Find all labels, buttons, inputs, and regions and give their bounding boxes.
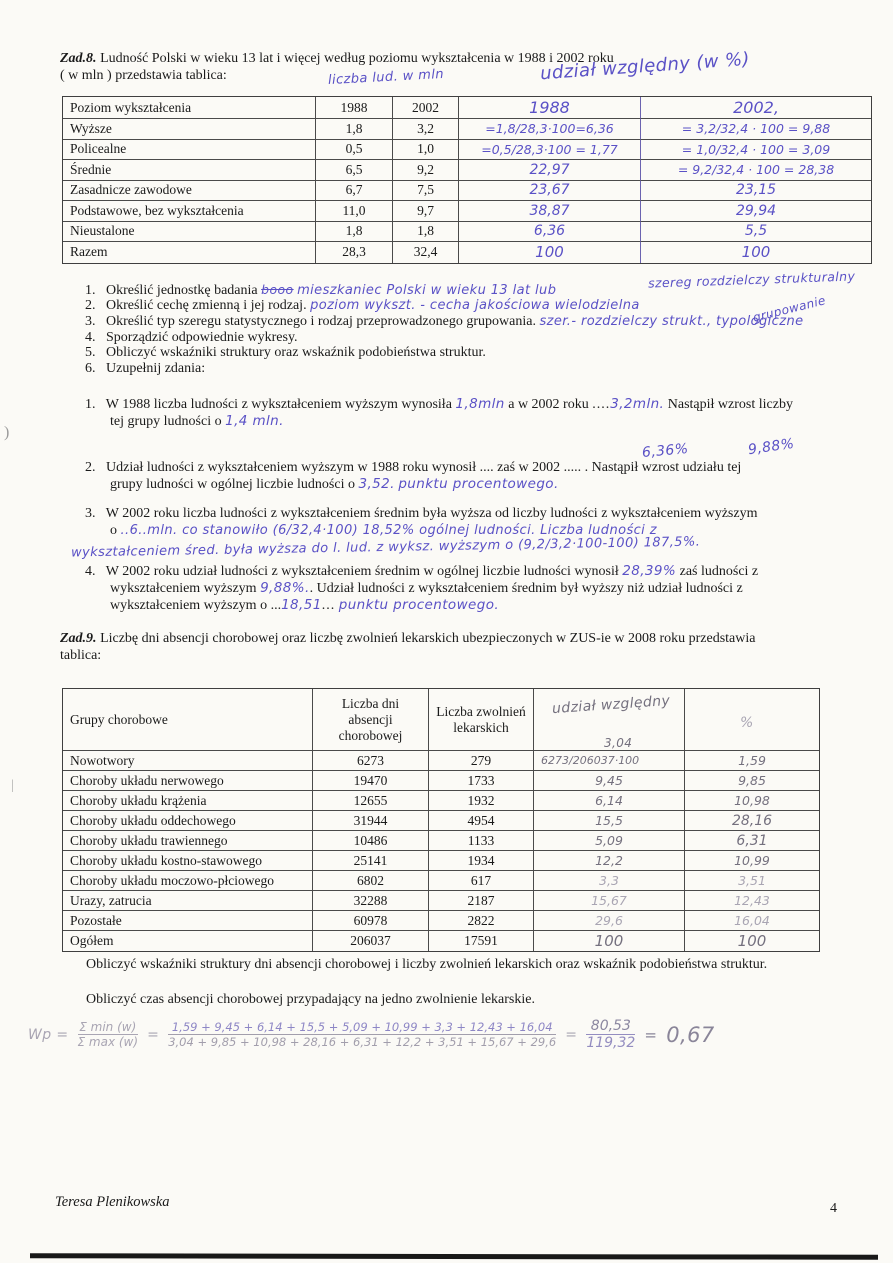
hw-crossed-word: booo xyxy=(261,282,294,297)
t1-cell: 1,8 xyxy=(393,222,459,243)
t2-row-label: Choroby układu oddechowego xyxy=(63,811,313,831)
formula-symbolic-fraction xyxy=(78,1020,139,1049)
task-num: 2. xyxy=(85,298,96,313)
formula-equals: = xyxy=(565,1026,578,1043)
sentence-text: zaś ludności z xyxy=(679,564,759,579)
t2-cell: 1932 xyxy=(429,791,534,811)
sentence-text: Nastąpił wzrost liczby xyxy=(667,397,793,412)
t2-cell: 31944 xyxy=(313,811,429,831)
hw-304-note: 3,04 xyxy=(604,736,633,750)
t1-hw-cell: 38,87 xyxy=(459,201,641,222)
t2-cell: 1733 xyxy=(429,771,534,791)
scan-artifact: ) xyxy=(4,424,10,441)
sentence-2 xyxy=(85,459,880,493)
hw-answer: 1,8mln xyxy=(455,396,505,412)
hw-answer: 9,88%. xyxy=(260,580,310,596)
t1-hw-cell: 100 xyxy=(741,243,771,262)
t1-cell: 6,5 xyxy=(316,160,393,181)
sentence-num: 4. xyxy=(85,564,96,579)
page-number: 4 xyxy=(830,1201,837,1216)
hw-similarity-formula xyxy=(28,1018,715,1051)
formula-lhs: Wp = xyxy=(28,1026,69,1043)
sentence-text: Udział ludności z wykształceniem wyższym w 1988 roku wynosił .... zaś w 2002 ..... . Nastąpił wzrost udziału tej xyxy=(106,460,742,475)
blank-dots: .... xyxy=(592,397,611,412)
t2-row-label: Nowotwory xyxy=(63,751,313,771)
formula-result-fraction xyxy=(586,1018,635,1051)
blank-dots: ... xyxy=(321,598,336,613)
t2-row-label: Choroby układu nerwowego xyxy=(63,771,313,791)
t1-row-label: Wyższe xyxy=(63,119,316,140)
sentence-text: tej grupy ludności o xyxy=(110,414,222,429)
task-text: Uzupełnij zdania: xyxy=(106,361,206,376)
t1-cell: 11,0 xyxy=(316,201,393,222)
task-num: 3. xyxy=(85,314,96,329)
t1-cell: 6,7 xyxy=(316,181,393,202)
t1-hw-cell: 23,67 xyxy=(459,181,641,202)
task-text: Określić typ szeregu statystycznego i rodzaj przeprowadzonego grupowania. xyxy=(106,314,536,329)
formula-result: 0,67 xyxy=(666,1022,715,1047)
t2-header-zwolnienia: Liczba zwolnień lekarskich xyxy=(429,689,534,751)
t2-row-label: Choroby układu kostno-stawowego xyxy=(63,851,313,871)
t1-cell: 3,2 xyxy=(393,119,459,140)
hw-answer: punktu procentowego. xyxy=(338,597,500,613)
t2-cell: 17591 xyxy=(429,931,534,951)
t2-hw-cell: 1,59 xyxy=(685,751,819,771)
t1-row-label: Zasadnicze zawodowe xyxy=(63,181,316,202)
t2-hw-cell: 100 xyxy=(737,932,767,950)
t1-hw-cell: 22,97 xyxy=(459,160,641,181)
t2-hw-cell: 6,31 xyxy=(685,831,819,851)
t2-row-label: Choroby układu trawiennego xyxy=(63,831,313,851)
t2-cell: 206037 xyxy=(313,931,429,951)
formula-result-num: 80,53 xyxy=(590,1018,631,1034)
t2-cell: 1934 xyxy=(429,851,534,871)
formula-numerator: 1,59 + 9,45 + 6,14 + 15,5 + 5,09 + 10,99 + 3,3 + 12,43 + 16,04 xyxy=(171,1020,553,1034)
hw-margin-note: szereg rozdzielczy strukturalny xyxy=(647,268,856,291)
zad9-label: Zad.9. xyxy=(60,631,97,646)
t1-row-label: Razem xyxy=(63,242,316,263)
t1-hw-cell: =1,8/28,3·100=6,36 xyxy=(459,119,641,140)
t2-header-dni: Liczba dni absencji chorobowej xyxy=(313,689,429,751)
t2-cell: 2187 xyxy=(429,891,534,911)
sentence-text: W 2002 roku liczba ludności z wykształceniem średnim była wyższa od liczby ludności z wykształceniem wyższym xyxy=(105,506,758,521)
t2-hw-cell: 3,3 xyxy=(534,871,685,891)
hw-above-blank: 9,88% xyxy=(747,435,796,459)
t1-hw-cell: 6,36 xyxy=(459,222,641,243)
sentence-num: 1. xyxy=(85,397,96,412)
t2-cell: 279 xyxy=(429,751,534,771)
t2-header-label: Grupy chorobowe xyxy=(63,689,313,751)
sentence-text: a w 2002 roku xyxy=(508,397,589,412)
t2-cell: 19470 xyxy=(313,771,429,791)
t2-cell: 10486 xyxy=(313,831,429,851)
t2-hw-cell: 9,45 xyxy=(534,771,685,791)
t1-cell: 0,5 xyxy=(316,140,393,161)
sentence-num: 2. xyxy=(85,460,96,475)
task-item xyxy=(85,344,486,361)
formula-values-fraction xyxy=(168,1020,556,1049)
hw-answer: szer.- rozdzielczy strukt., typologiczne xyxy=(539,314,804,329)
hw-answer: mieszkaniec Polski w wieku 13 lat lub xyxy=(297,283,557,298)
task-text: Obliczyć wskaźniki struktury oraz wskaźnik podobieństwa struktur. xyxy=(106,345,486,360)
hw-udzial-wzgledny: udział względny xyxy=(551,692,671,718)
t1-hw-header-1988: 1988 xyxy=(459,97,641,119)
formula-equals: = xyxy=(644,1025,658,1044)
t2-hw-cell: 6,14 xyxy=(534,791,685,811)
task-text: Określić cechę zmienną i jej rodzaj. xyxy=(106,298,307,313)
formula-result-den: 119,32 xyxy=(586,1035,636,1051)
hw-note-udzial-wzgledny: udział względny (w %) xyxy=(539,48,751,85)
t2-hw-cell: 28,16 xyxy=(685,811,819,831)
task-text: Sporządzić odpowiednie wykresy. xyxy=(106,330,298,345)
hw-note-liczba-lud: liczba lud. w mln xyxy=(327,66,445,89)
t2-cell: 617 xyxy=(429,871,534,891)
zad9-title-text: Liczbę dni absencji chorobowej oraz liczbę zwolnień lekarskich ubezpieczonych w ZUS-ie w 2008 roku przedstawia xyxy=(100,631,756,646)
t1-hw-cell: 23,15 xyxy=(641,181,871,202)
zad9-paragraph-2: Obliczyć czas absencji chorobowej przypadający na jedno zwolnienie lekarskie. xyxy=(86,992,535,1007)
t2-hw-cell: 15,5 xyxy=(534,811,685,831)
scan-bottom-edge xyxy=(30,1253,878,1259)
t1-header-label: Poziom wykształcenia xyxy=(63,97,316,119)
t1-cell: 32,4 xyxy=(393,242,459,263)
t2-row-label: Choroby układu krążenia xyxy=(63,791,313,811)
t1-hw-cell: 5,5 xyxy=(641,222,871,243)
author-name: Teresa Plenikowska xyxy=(55,1194,170,1210)
t2-cell: 32288 xyxy=(313,891,429,911)
hw-answer: 1,4 mln. xyxy=(225,413,284,429)
t1-row-label: Policealne xyxy=(63,140,316,161)
t2-cell: 6802 xyxy=(313,871,429,891)
sentence-4 xyxy=(85,563,890,614)
t1-header-2002: 2002 xyxy=(393,97,459,119)
sentence-1 xyxy=(85,396,880,430)
t2-hw-cell: 10,98 xyxy=(685,791,819,811)
task-num: 1. xyxy=(85,283,96,298)
zad9-table xyxy=(62,688,820,952)
task-item xyxy=(85,360,205,377)
zad9-title-line1 xyxy=(60,630,875,647)
zad8-title-line2: ( w mln ) przedstawia tablica: xyxy=(60,68,227,83)
t1-cell: 9,2 xyxy=(393,160,459,181)
t2-hw-cell: 9,85 xyxy=(685,771,819,791)
sentence-text: o xyxy=(110,523,117,538)
hw-answer: 3,52. xyxy=(358,476,395,492)
t2-hw-cell: 3,51 xyxy=(685,871,819,891)
t1-header-1988: 1988 xyxy=(316,97,393,119)
hw-answer: punktu procentowego. xyxy=(398,476,559,492)
t2-row-label: Pozostałe xyxy=(63,911,313,931)
sentence-text: wykształceniem wyższym xyxy=(110,581,257,596)
zad8-label: Zad.8. xyxy=(60,51,97,66)
zad8-table xyxy=(62,96,872,264)
hw-answer: 3,2mln. xyxy=(610,396,665,412)
hw-answer: poziom wykszt. - cecha jakościowa wielodzielna xyxy=(310,298,640,313)
t1-cell: 28,3 xyxy=(316,242,393,263)
t1-row-label: Nieustalone xyxy=(63,222,316,243)
t2-hw-header-area xyxy=(534,689,685,751)
t2-hw-cell: 15,67 xyxy=(534,891,685,911)
formula-sym-den: Σ max (w) xyxy=(77,1035,139,1049)
formula-equals: = xyxy=(147,1026,160,1043)
zad9-title-line2: tablica: xyxy=(60,648,102,663)
zad8-title-line1 xyxy=(60,50,875,67)
hw-answer: ..6..mln. co stanowiło (6/32,4·100) 18,52% ogólnej ludności. Liczba ludności z xyxy=(120,523,657,538)
hw-grupowanie-note: grupowanie xyxy=(751,293,828,325)
task-num: 5. xyxy=(85,345,96,360)
t1-hw-header-2002: 2002, xyxy=(641,97,871,119)
t1-hw-cell: = 9,2/32,4 · 100 = 28,38 xyxy=(641,160,871,181)
t2-row-label: Choroby układu moczowo-płciowego xyxy=(63,871,313,891)
zad9-paragraph-1: Obliczyć wskaźniki struktury dni absencji chorobowej i liczby zwolnień lekarskich oraz wskaźnik podobieństwa struktur. xyxy=(86,957,768,972)
formula-denominator: 3,04 + 9,85 + 10,98 + 28,16 + 6,31 + 12,2 + 3,51 + 15,67 + 29,6 xyxy=(168,1035,557,1049)
task-item xyxy=(85,297,640,314)
t1-hw-cell: = 1,0/32,4 · 100 = 3,09 xyxy=(641,140,871,161)
sentence-text: W 2002 roku udział ludności z wykształceniem średnim w ogólnej liczbie ludności wynosił xyxy=(105,564,619,579)
t1-cell: 1,8 xyxy=(316,119,393,140)
t2-cell: 6273 xyxy=(313,751,429,771)
t1-hw-cell: 29,94 xyxy=(641,201,871,222)
sentence-text: W 1988 liczba ludności z wykształceniem wyższym wynosiła xyxy=(105,397,452,412)
task-num: 4. xyxy=(85,330,96,345)
t1-row-label: Średnie xyxy=(63,160,316,181)
task-num: 6. xyxy=(85,361,96,376)
t1-hw-cell: = 3,2/32,4 · 100 = 9,88 xyxy=(641,119,871,140)
t2-row-label: Urazy, zatrucia xyxy=(63,891,313,911)
t2-hw-cell: 12,43 xyxy=(685,891,819,911)
t2-row-label: Ogółem xyxy=(63,931,313,951)
t2-hw-cell: 5,09 xyxy=(534,831,685,851)
t1-row-label: Podstawowe, bez wykształcenia xyxy=(63,201,316,222)
sentence-num: 3. xyxy=(85,506,96,521)
t2-cell: 1133 xyxy=(429,831,534,851)
sentence-text: wykształceniem wyższym o ... xyxy=(110,598,282,613)
hw-answer: 18,51 xyxy=(281,597,322,613)
t1-cell: 1,8 xyxy=(316,222,393,243)
t2-hw-cell: 16,04 xyxy=(685,911,819,931)
hw-answer: wykształceniem śred. była wyższa do l. lud. z wyksz. wyższym o (9,2/3,2·100-100) 187,5%. xyxy=(70,534,701,561)
task-text: Określić jednostkę badania xyxy=(106,283,258,298)
t1-hw-cell: =0,5/28,3·100 = 1,77 xyxy=(459,140,641,161)
sentence-text: grupy ludności w ogólnej liczbie ludności o xyxy=(110,477,355,492)
t1-cell: 9,7 xyxy=(393,201,459,222)
t2-cell: 12655 xyxy=(313,791,429,811)
hw-above-blank: 6,36% xyxy=(641,441,690,461)
zad8-title-text: Ludność Polski w wieku 13 lat i więcej według poziomu wykształcenia w 1988 i 2002 roku xyxy=(100,51,614,66)
sentence-3 xyxy=(70,505,890,561)
hw-answer: 28,39% xyxy=(622,563,677,579)
t2-cell: 25141 xyxy=(313,851,429,871)
t2-hw-cell: 29,6 xyxy=(534,911,685,931)
t1-cell: 7,5 xyxy=(393,181,459,202)
t2-hw-cell: 10,99 xyxy=(685,851,819,871)
task-item xyxy=(85,313,803,330)
t2-cell: 4954 xyxy=(429,811,534,831)
hw-percent-sign: % xyxy=(740,715,754,731)
t1-cell: 1,0 xyxy=(393,140,459,161)
t2-hw-cell: 100 xyxy=(534,931,685,951)
t2-hw-cell: 12,2 xyxy=(534,851,685,871)
t2-hw-cell: 6273/206037·100 xyxy=(534,751,685,771)
formula-sym-num: Σ min (w) xyxy=(79,1020,137,1034)
t2-cell: 2822 xyxy=(429,911,534,931)
t2-hw-header-pct xyxy=(685,689,819,751)
t2-cell: 60978 xyxy=(313,911,429,931)
sentence-text: . Udział ludności z wykształceniem średnim był wyższy niż udział ludności z xyxy=(309,581,743,596)
scan-artifact: | xyxy=(11,778,14,793)
t1-hw-cell: 100 xyxy=(459,242,641,263)
